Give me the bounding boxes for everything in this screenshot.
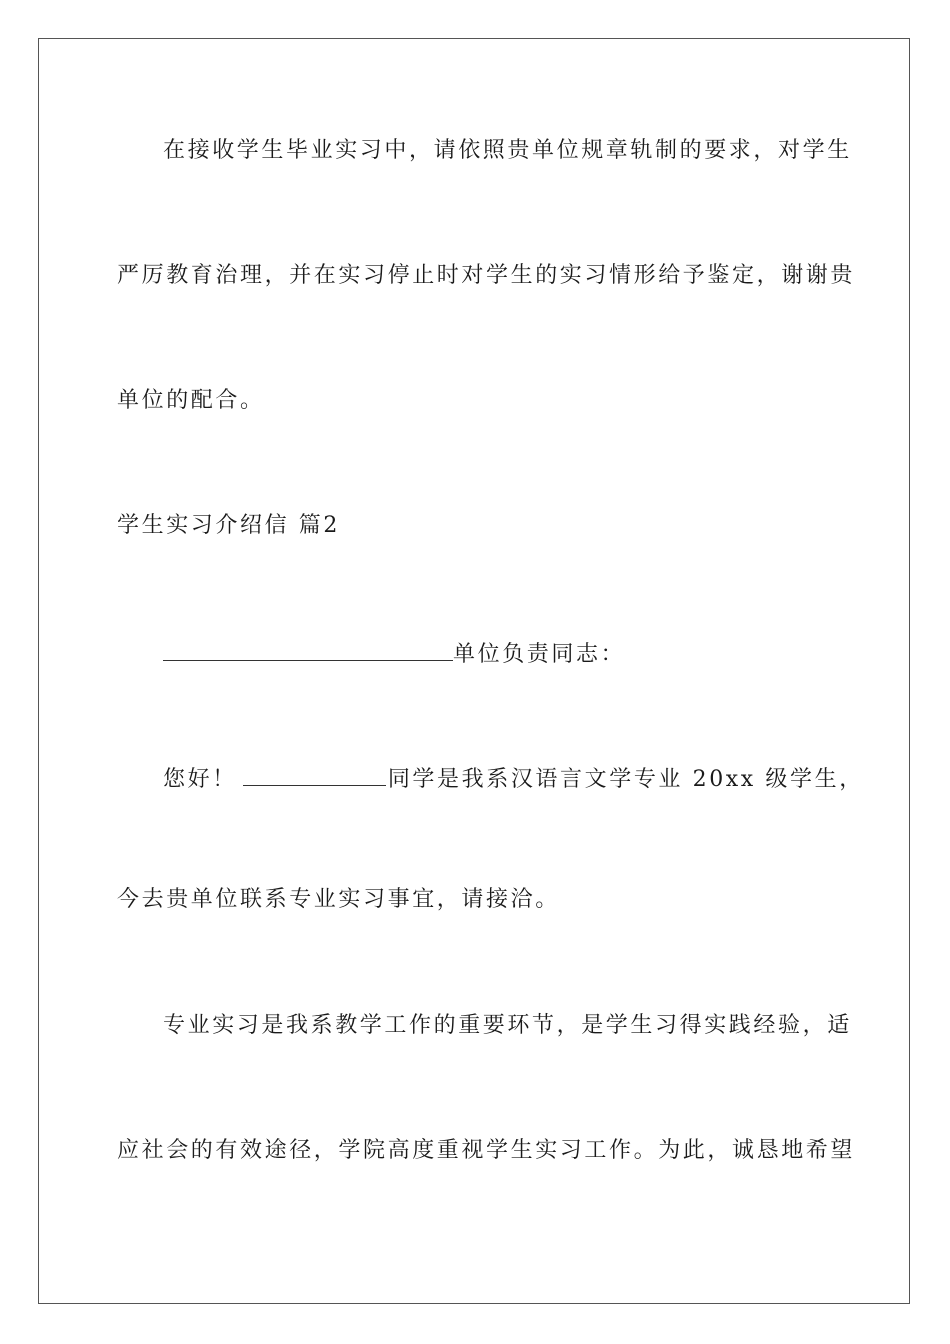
paragraph-3-line-1: 专业实习是我系教学工作的重要环节，是学生习得实践经验，适 (163, 1013, 852, 1038)
student-name-blank (243, 761, 386, 786)
salutation-text: 单位负责同志： (453, 642, 626, 667)
paragraph-2-line-1 (163, 761, 864, 795)
paragraph-1-line-1: 在接收学生毕业实习中，请依照贵单位规章轨制的要求，对学生 (163, 138, 852, 163)
unit-name-blank (163, 636, 453, 661)
paragraph-1-line-2: 严厉教育治理，并在实习停止时对学生的实习情形给予鉴定，谢谢贵 (117, 263, 856, 288)
greeting-text: 您好！ (163, 767, 237, 792)
salutation-line (163, 636, 625, 670)
paragraph-2-line-2: 今去贵单位联系专业实习事宜，请接洽。 (117, 887, 560, 912)
paragraph-1-line-3: 单位的配合。 (117, 388, 265, 413)
page-border (38, 38, 910, 1304)
paragraph-2-line-1-text: 同学是我系汉语言文学专业 20xx 级学生， (387, 767, 864, 792)
section-heading: 学生实习介绍信 篇2 (117, 513, 340, 538)
paragraph-3-line-2: 应社会的有效途径，学院高度重视学生实习工作。为此，诚恳地希望 (117, 1138, 856, 1163)
